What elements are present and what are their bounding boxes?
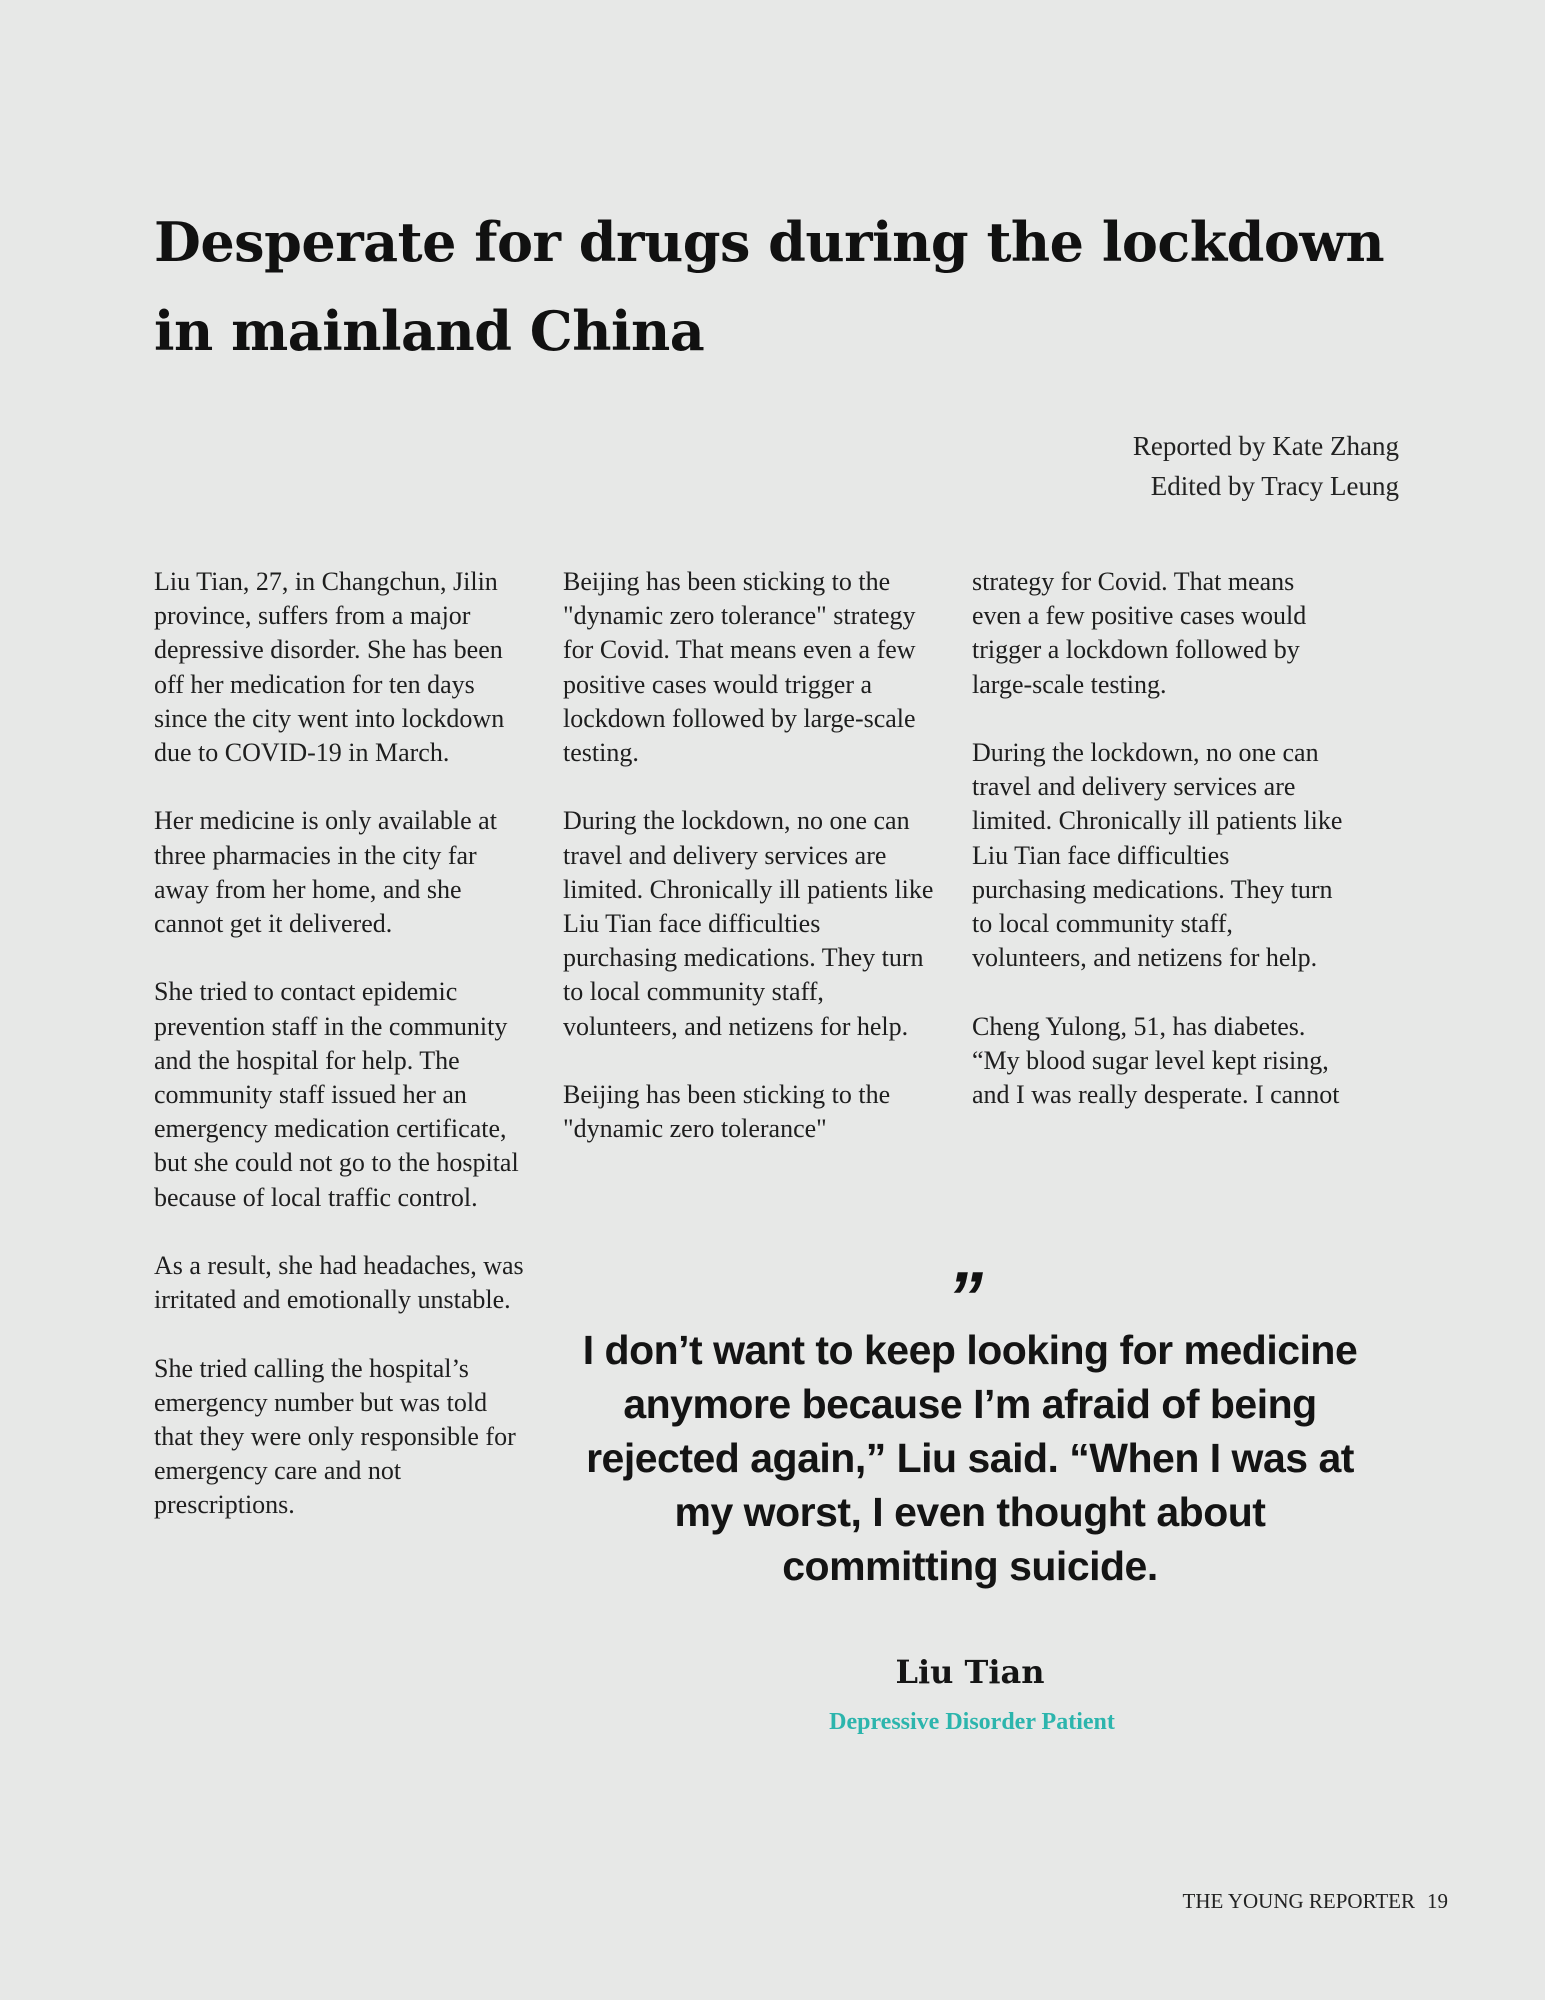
paragraph: Cheng Yulong, 51, has diabetes. “My blood sugar level kept rising, and I was really desperate. I cannot — [972, 1011, 1340, 1110]
article-column-3 — [972, 565, 1347, 1112]
paragraph: During the lockdown, no one can travel and delivery services are limited. Chronically ill patients like Liu Tian face difficulties purchasing medications. They turn to local community staff, volunteers, and netizens for help. — [972, 738, 1343, 973]
page-footer — [1183, 1886, 1448, 1916]
article-column-2 — [563, 565, 938, 1146]
paragraph: As a result, she had headaches, was irritated and emotionally unstable. — [154, 1251, 524, 1315]
paragraph: Beijing has been sticking to the "dynamic zero tolerance" strategy for Covid. That means even a few positive cases would trigger a lockdown followed by large-scale testing. — [563, 567, 916, 768]
editor-credit: Edited by Tracy Leung — [1150, 471, 1399, 501]
paragraph: During the lockdown, no one can travel and delivery services are limited. Chronically ill patients like Liu Tian face difficulties purchasing medications. They turn to local community staff, volunteers, and netizens for help. — [563, 806, 934, 1041]
paragraph: Liu Tian, 27, in Changchun, Jilin province, suffers from a major depressive disorder. She has been off her medication for ten days since the city went into lockdown due to COVID-19 in March. — [154, 567, 505, 768]
paragraph: Beijing has been sticking to the "dynamic zero tolerance" — [563, 1080, 891, 1144]
paragraph: She tried calling the hospital’s emergency number but was told that they were only responsible for emergency care and not prescriptions. — [154, 1353, 516, 1520]
reporter-credit: Reported by Kate Zhang — [1132, 431, 1399, 461]
page-number: 19 — [1427, 1889, 1448, 1913]
byline — [1133, 426, 1399, 506]
quotation-mark-icon: ” — [947, 1258, 983, 1338]
pull-quote: I don’t want to keep looking for medicine anymore because I’m afraid of being rejected again,” Liu said. “When I was at my worst, I even thought about committing suicide. — [582, 1327, 1358, 1589]
article-headline: Desperate for drugs during the lockdown in mainland China — [154, 210, 1385, 363]
quote-speaker-name: Liu Tian — [895, 1653, 1045, 1691]
paragraph: Her medicine is only available at three pharmacies in the city far away from her home, and she cannot get it delivered. — [154, 806, 497, 939]
article-column-1 — [154, 565, 529, 1523]
paragraph: She tried to contact epidemic prevention staff in the community and the hospital for help. The community staff issued her an emergency medication certificate, but she could not go to the hospital because of local traffic control. — [154, 977, 519, 1212]
paragraph: strategy for Covid. That means even a few positive cases would trigger a lockdown followed by large-scale testing. — [972, 567, 1307, 699]
publication-name: THE YOUNG REPORTER — [1182, 1889, 1415, 1913]
quote-speaker-role: Depressive Disorder Patient — [829, 1709, 1115, 1735]
